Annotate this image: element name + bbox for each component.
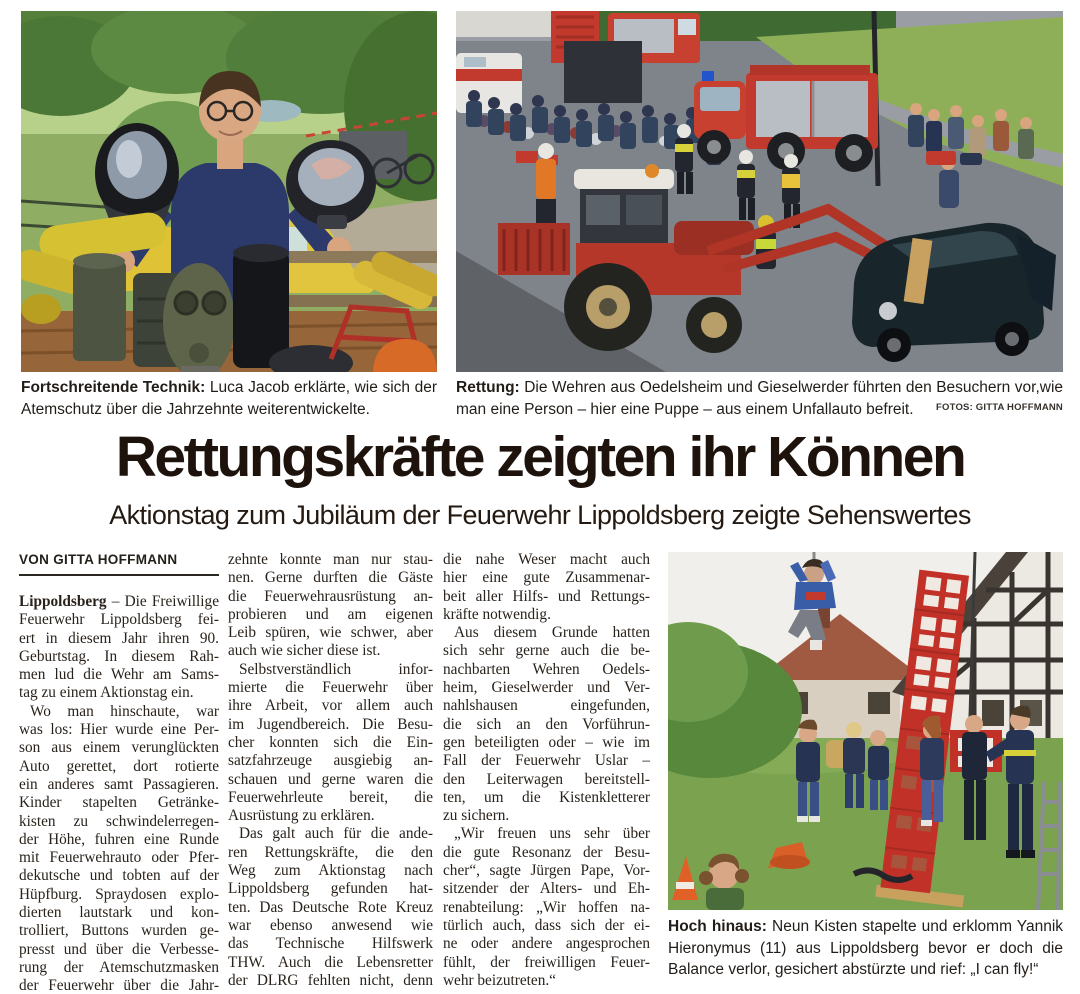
article-text-line: Kinder stapelten Getränke- (19, 794, 219, 812)
article-text-line: ihre Arbeit, vor allem auch (228, 697, 433, 715)
photo-credit: FOTOS: GITTA HOFFMANN (936, 401, 1063, 413)
article-text-line: ert in diesem Jahr ihren 90. (19, 629, 219, 647)
breathing-mask-left (95, 123, 179, 227)
article-text-line: renabteilung: „Wir hoffen na- (443, 898, 650, 916)
article-text-line: wehr beizutreten.“ (443, 971, 556, 989)
article-text-line: im Jugendbereich. Die Besu- (228, 715, 433, 733)
article-text-line: zehnte konnte man nur stau- (228, 551, 433, 568)
headline: Rettungskräfte zeigten ihr Können (115, 425, 965, 489)
article-text-line: son aus einem verunglückten (19, 739, 219, 757)
article-text-line: Wo man hinschaute, war (30, 702, 219, 720)
photo-rettung-uebung (456, 11, 1063, 372)
article-text-line: sitzender der Alters- und Eh- (443, 880, 650, 898)
photo-kistenklettern (668, 552, 1063, 910)
article-text-line: nachbarten Wehren Oedels- (443, 660, 650, 678)
article-text-line: cher“, sagte Jürgen Pape, Vor- (443, 862, 650, 880)
article-text-line: Selbstverständlich infor- (239, 660, 433, 678)
article-text-line: mit Feuerwehrauto oder Pfer- (19, 849, 219, 867)
caption-left-text: Luca Jacob erklärte, wie sich der Atemschutz über die Jahrzehnte weiterentwickelte. (21, 379, 438, 418)
article-text-line: dierten lautstark und kon- (19, 904, 219, 922)
article-text-line: fühlt, der freiwilligen Feuer- (443, 953, 650, 971)
caption-bottom-text: Neun Kisten stapelte und erklomm Yannik Hieronymus (11) aus Lippoldsberg bevor er doch die Balance verlor, gesichert abstürzte und rief: „I can fly!“ (668, 918, 1064, 978)
caption-bottom (668, 916, 1063, 981)
article-text-line: Geburtstag. In diesem Rah- (19, 647, 219, 665)
article-text-line: was los: Hier wurde eine Per- (19, 721, 219, 739)
equipment-bags (926, 151, 982, 165)
article-text-line: der Höhe, fuhren eine Runde (19, 830, 219, 848)
article-text-line: Lippoldsberg gefunden hat- (228, 880, 433, 898)
article-text-line: gen beteiligten oder – wie im (443, 733, 650, 751)
article-text-line: zu sichern. (443, 807, 510, 825)
article-text-line: men lud die Wehr am Sams- (19, 666, 219, 684)
building (456, 11, 566, 37)
article-text-line: nahlshausen eingefunden, (443, 697, 650, 715)
article-text-line: mierte die Feuerwehr über (228, 679, 433, 697)
caption-right-lead: Rettung: (456, 379, 520, 396)
photo-right-illustration (456, 11, 1063, 372)
caption-right (456, 377, 1063, 420)
article-text-line: schauen und gerne waren die (228, 770, 433, 788)
article-text-line: der DLRG fehlten nicht, denn (228, 971, 433, 989)
article-text-line: türlich auch, dass sich der ei- (443, 916, 650, 934)
article-text-line: ne oder andere angesprochen (443, 935, 650, 953)
crashed-car (852, 223, 1056, 362)
article-text-line: kisten zu schwindelerregen- (19, 812, 219, 830)
article-text-line: cher konnten sich die Ein- (228, 733, 433, 751)
article-text-line: beit aller Hilfs- und Rettungs- (443, 587, 650, 605)
article-text-line: Lippoldsberg – Die Freiwillige (19, 593, 219, 610)
article-column-3 (443, 551, 650, 990)
photo-bottom-illustration (668, 552, 1063, 910)
article-text-line: ten. Das Deutsche Rote Kreuz (228, 898, 433, 916)
article-text-line: satzfahrzeuge ausgiebig an- (228, 752, 433, 770)
article-text-line: tag zu einem Aktionstag ein. (19, 684, 194, 702)
article-text-line: die sich an den Vorführun- (443, 715, 650, 733)
caption-bottom-lead: Hoch hinaus: (668, 918, 767, 935)
article-text-line: trolliert, Buttons wurden ge- (19, 922, 219, 940)
article-text-line: auch wie sicher diese ist. (228, 642, 381, 660)
article-text-line: Das galt auch für die ande- (239, 825, 433, 843)
article-text-line: hier eine gute Zusammenar- (443, 569, 650, 587)
article-text-line: Feuerwehr Lippoldsberg fei- (19, 611, 219, 629)
subheadline: Aktionstag zum Jubiläum der Feuerwehr Lippoldsberg zeigte Sehenswertes (109, 500, 971, 530)
article-text-line: Leib spüren, wie schwer, aber (228, 624, 433, 642)
article-text-line: probieren und am eigenen (228, 605, 433, 623)
article-text-line: den Leiterwagen bereitstell- (443, 770, 650, 788)
article-text-line: presst und über die Verbesse- (19, 940, 219, 958)
article-text-line: ein anderes samt Passagieren. (19, 775, 219, 793)
article-text-line: ten, um die Kistenkletterer (443, 788, 650, 806)
article-text-line: die Feuerwehrausrüstung an- (228, 587, 433, 605)
article-text-line: Aus diesem Grunde hatten (454, 624, 650, 642)
banner (564, 41, 642, 103)
article-text-line: rung der Atemschutzmasken (19, 958, 219, 976)
article-text-line: war ebenso anwesend wie (228, 916, 433, 934)
article-column-1 (19, 593, 219, 994)
article-column-2 (228, 551, 433, 990)
article-text-line: der Feuerwehr über die Jahr- (19, 977, 219, 994)
article-text-line: heim, Gieselwerder und Ver- (443, 679, 650, 697)
article-text-line: sich sehr gerne auch die be- (443, 642, 650, 660)
article-text-line: Feuerwehrleute bereit, die (228, 788, 433, 806)
byline: VON GITTA HOFFMANN (19, 552, 219, 576)
article-text-line: Auto gerettet, dort rotierte (19, 757, 219, 775)
article-text-line: nen. Gerne durften die Gäste (228, 569, 433, 587)
article-text-line: „Wir freuen uns sehr über (454, 825, 650, 843)
article-text-line: das Technische Hilfswerk (228, 935, 433, 953)
caption-left-lead: Fortschreitende Technik: (21, 379, 206, 396)
article-text-line: Weg zum Aktionstag nach (228, 862, 433, 880)
article-text-line: THW. Auch die Lebensretter (228, 953, 433, 971)
article-text-line: Fall der Feuerwehr Uslar – (443, 752, 650, 770)
photo-atemschutz-demo (21, 11, 437, 372)
article-text-line: Hüpfburg. Spraydosen explo- (19, 885, 219, 903)
article-text-line: die nahe Weser macht auch (443, 551, 650, 568)
article-text-line: kräfte notwendig. (443, 605, 551, 623)
article-text-line: Ausrüstung zu erklären. (228, 807, 375, 825)
article-text-line: ren Rettungskräfte, die den (228, 843, 433, 861)
unimog-fire-truck (694, 65, 878, 172)
photo-left-illustration (21, 11, 437, 372)
article-text-line: die gute Resonanz der Besu- (443, 843, 650, 861)
article-text-line: dekutsche und tobten auf der (19, 867, 219, 885)
caption-left (21, 377, 437, 420)
caption-right-text: Die Wehren aus Oedelsheim und Gieselwerder führten den Besuchern vor,wie man eine Person – hier eine Puppe – aus einem Unfallauto befreit. (456, 379, 1064, 418)
